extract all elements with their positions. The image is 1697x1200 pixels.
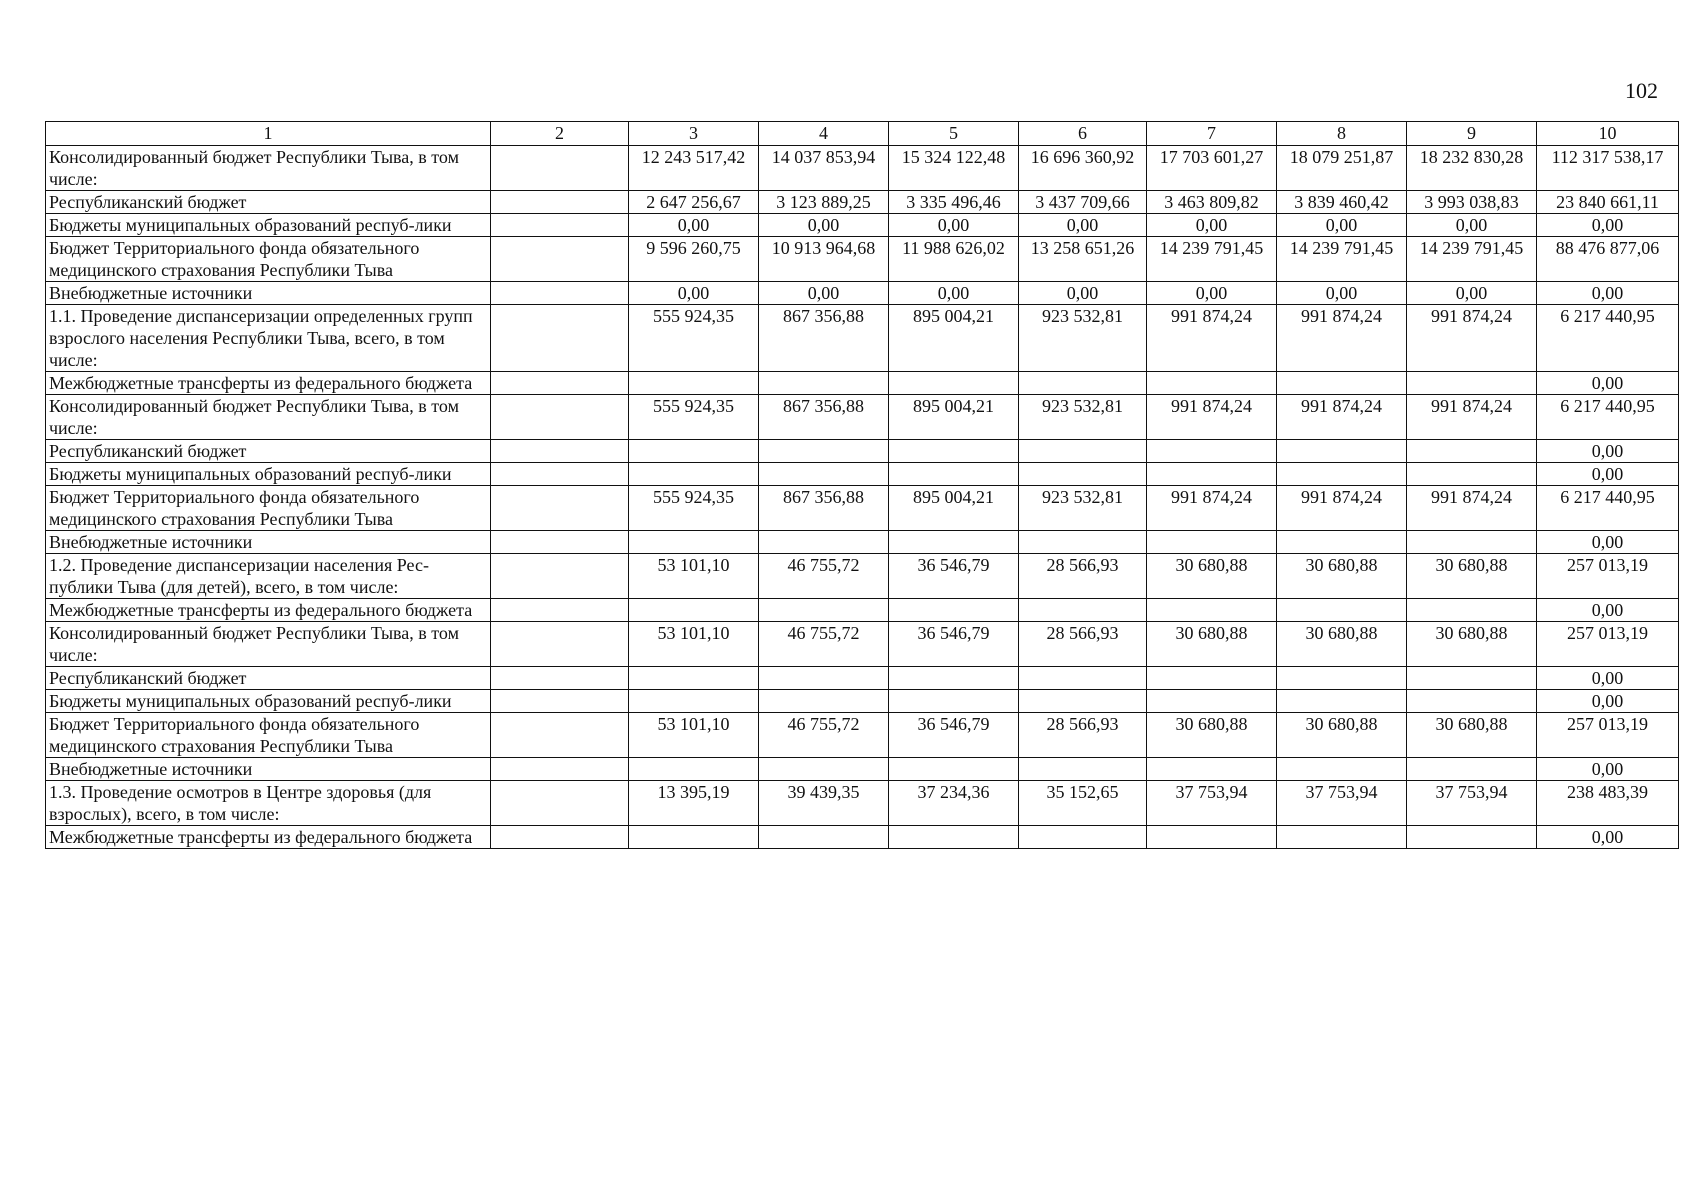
value-cell [629, 463, 759, 486]
value-cell [1407, 826, 1537, 849]
value-cell: 555 924,35 [629, 305, 759, 372]
code-cell [491, 486, 629, 531]
code-cell [491, 463, 629, 486]
value-cell [759, 826, 889, 849]
value-cell: 0,00 [1537, 214, 1679, 237]
value-cell: 13 395,19 [629, 781, 759, 826]
value-cell [759, 372, 889, 395]
code-cell [491, 690, 629, 713]
value-cell: 3 123 889,25 [759, 191, 889, 214]
value-cell: 991 874,24 [1277, 395, 1407, 440]
value-cell [1147, 826, 1277, 849]
row-label: Бюджет Территориального фонда обязательного медицинского страхования Республики Тыва [46, 237, 491, 282]
value-cell: 895 004,21 [889, 486, 1019, 531]
column-header: 4 [759, 122, 889, 146]
value-cell: 17 703 601,27 [1147, 146, 1277, 191]
value-cell: 36 546,79 [889, 554, 1019, 599]
value-cell: 6 217 440,95 [1537, 395, 1679, 440]
value-cell: 2 647 256,67 [629, 191, 759, 214]
value-cell: 3 993 038,83 [1407, 191, 1537, 214]
table-row [46, 758, 1679, 781]
value-cell: 37 753,94 [1277, 781, 1407, 826]
value-cell: 991 874,24 [1147, 486, 1277, 531]
table-row [46, 440, 1679, 463]
code-cell [491, 622, 629, 667]
value-cell: 991 874,24 [1277, 305, 1407, 372]
value-cell [1019, 440, 1147, 463]
value-cell [1019, 372, 1147, 395]
table-row [46, 146, 1679, 191]
value-cell: 895 004,21 [889, 305, 1019, 372]
table-row [46, 237, 1679, 282]
value-cell: 0,00 [889, 282, 1019, 305]
value-cell [1147, 599, 1277, 622]
value-cell: 991 874,24 [1407, 305, 1537, 372]
value-cell: 3 437 709,66 [1019, 191, 1147, 214]
value-cell [1019, 758, 1147, 781]
value-cell: 3 335 496,46 [889, 191, 1019, 214]
table-row [46, 305, 1679, 372]
value-cell [1277, 440, 1407, 463]
code-cell [491, 372, 629, 395]
value-cell: 23 840 661,11 [1537, 191, 1679, 214]
value-cell [1147, 667, 1277, 690]
row-label: Бюджеты муниципальных образований респуб-лики [46, 463, 491, 486]
row-label: Внебюджетные источники [46, 758, 491, 781]
table-row [46, 372, 1679, 395]
table-row [46, 191, 1679, 214]
value-cell: 867 356,88 [759, 305, 889, 372]
value-cell: 13 258 651,26 [1019, 237, 1147, 282]
value-cell: 0,00 [1537, 440, 1679, 463]
value-cell: 257 013,19 [1537, 713, 1679, 758]
row-label: Внебюджетные источники [46, 282, 491, 305]
table-row [46, 713, 1679, 758]
value-cell: 895 004,21 [889, 395, 1019, 440]
value-cell: 14 239 791,45 [1147, 237, 1277, 282]
value-cell: 923 532,81 [1019, 486, 1147, 531]
value-cell [629, 440, 759, 463]
code-cell [491, 146, 629, 191]
value-cell: 0,00 [1537, 826, 1679, 849]
code-cell [491, 826, 629, 849]
value-cell: 0,00 [889, 214, 1019, 237]
table-row [46, 554, 1679, 599]
code-cell [491, 713, 629, 758]
code-cell [491, 305, 629, 372]
value-cell: 0,00 [759, 282, 889, 305]
value-cell: 867 356,88 [759, 395, 889, 440]
value-cell: 30 680,88 [1407, 713, 1537, 758]
value-cell [1147, 531, 1277, 554]
value-cell: 39 439,35 [759, 781, 889, 826]
value-cell [889, 667, 1019, 690]
value-cell: 53 101,10 [629, 713, 759, 758]
value-cell: 37 753,94 [1407, 781, 1537, 826]
value-cell: 46 755,72 [759, 554, 889, 599]
value-cell: 46 755,72 [759, 713, 889, 758]
value-cell [759, 758, 889, 781]
value-cell [629, 372, 759, 395]
value-cell [889, 531, 1019, 554]
value-cell: 18 079 251,87 [1277, 146, 1407, 191]
value-cell [1407, 667, 1537, 690]
code-cell [491, 440, 629, 463]
value-cell [1019, 667, 1147, 690]
value-cell: 6 217 440,95 [1537, 486, 1679, 531]
value-cell: 30 680,88 [1147, 622, 1277, 667]
table-row [46, 531, 1679, 554]
value-cell: 53 101,10 [629, 622, 759, 667]
value-cell [1407, 758, 1537, 781]
row-label: Межбюджетные трансферты из федерального бюджета [46, 826, 491, 849]
column-header: 3 [629, 122, 759, 146]
page-number: 102 [1625, 78, 1658, 103]
value-cell: 0,00 [1019, 214, 1147, 237]
column-header: 6 [1019, 122, 1147, 146]
row-label: Консолидированный бюджет Республики Тыва, в том числе: [46, 622, 491, 667]
header-row [46, 122, 1679, 146]
value-cell: 0,00 [1407, 214, 1537, 237]
value-cell [1019, 826, 1147, 849]
value-cell: 14 239 791,45 [1277, 237, 1407, 282]
table-row [46, 463, 1679, 486]
row-label: Консолидированный бюджет Республики Тыва, в том числе: [46, 395, 491, 440]
value-cell [1407, 599, 1537, 622]
value-cell: 10 913 964,68 [759, 237, 889, 282]
value-cell: 0,00 [1537, 667, 1679, 690]
value-cell [889, 372, 1019, 395]
value-cell: 0,00 [1147, 214, 1277, 237]
column-header: 1 [46, 122, 491, 146]
value-cell [1277, 690, 1407, 713]
value-cell: 0,00 [1147, 282, 1277, 305]
value-cell [1407, 463, 1537, 486]
table-body [46, 122, 1679, 849]
value-cell [1277, 463, 1407, 486]
value-cell: 14 239 791,45 [1407, 237, 1537, 282]
value-cell: 15 324 122,48 [889, 146, 1019, 191]
value-cell [889, 463, 1019, 486]
table-row [46, 599, 1679, 622]
value-cell [629, 531, 759, 554]
value-cell: 14 037 853,94 [759, 146, 889, 191]
value-cell: 30 680,88 [1277, 622, 1407, 667]
table-row [46, 826, 1679, 849]
row-label: 1.3. Проведение осмотров в Центре здоровья (для взрослых), всего, в том числе: [46, 781, 491, 826]
value-cell [1277, 599, 1407, 622]
value-cell: 30 680,88 [1277, 554, 1407, 599]
value-cell: 0,00 [1537, 758, 1679, 781]
row-label: Межбюджетные трансферты из федерального бюджета [46, 599, 491, 622]
row-label: 1.2. Проведение диспансеризации населения Рес-публики Тыва (для детей), всего, в том числе: [46, 554, 491, 599]
row-label: Межбюджетные трансферты из федерального бюджета [46, 372, 491, 395]
value-cell [1277, 667, 1407, 690]
value-cell [1407, 531, 1537, 554]
value-cell: 6 217 440,95 [1537, 305, 1679, 372]
value-cell: 0,00 [1537, 372, 1679, 395]
table-row [46, 667, 1679, 690]
value-cell [1277, 531, 1407, 554]
value-cell [1277, 372, 1407, 395]
column-header: 2 [491, 122, 629, 146]
value-cell: 0,00 [1537, 531, 1679, 554]
value-cell: 238 483,39 [1537, 781, 1679, 826]
value-cell [1277, 758, 1407, 781]
value-cell: 9 596 260,75 [629, 237, 759, 282]
code-cell [491, 214, 629, 237]
value-cell [629, 599, 759, 622]
row-label: Консолидированный бюджет Республики Тыва, в том числе: [46, 146, 491, 191]
column-header: 8 [1277, 122, 1407, 146]
value-cell: 88 476 877,06 [1537, 237, 1679, 282]
value-cell: 923 532,81 [1019, 395, 1147, 440]
value-cell: 257 013,19 [1537, 554, 1679, 599]
code-cell [491, 599, 629, 622]
value-cell: 53 101,10 [629, 554, 759, 599]
value-cell: 30 680,88 [1407, 554, 1537, 599]
value-cell [629, 758, 759, 781]
table-row [46, 486, 1679, 531]
value-cell [1407, 690, 1537, 713]
value-cell: 112 317 538,17 [1537, 146, 1679, 191]
value-cell: 0,00 [1537, 599, 1679, 622]
row-label: Республиканский бюджет [46, 667, 491, 690]
value-cell: 37 753,94 [1147, 781, 1277, 826]
budget-table [45, 121, 1679, 849]
value-cell: 16 696 360,92 [1019, 146, 1147, 191]
value-cell: 257 013,19 [1537, 622, 1679, 667]
value-cell: 18 232 830,28 [1407, 146, 1537, 191]
column-header: 10 [1537, 122, 1679, 146]
value-cell [889, 440, 1019, 463]
value-cell [1407, 372, 1537, 395]
value-cell [1019, 463, 1147, 486]
value-cell [1147, 440, 1277, 463]
value-cell: 991 874,24 [1147, 395, 1277, 440]
column-header: 5 [889, 122, 1019, 146]
value-cell: 0,00 [1277, 214, 1407, 237]
value-cell: 991 874,24 [1147, 305, 1277, 372]
value-cell: 3 463 809,82 [1147, 191, 1277, 214]
value-cell [759, 463, 889, 486]
value-cell [1277, 826, 1407, 849]
value-cell [889, 826, 1019, 849]
value-cell [759, 667, 889, 690]
value-cell [889, 758, 1019, 781]
value-cell: 867 356,88 [759, 486, 889, 531]
row-label: Бюджет Территориального фонда обязательного медицинского страхования Республики Тыва [46, 486, 491, 531]
value-cell: 923 532,81 [1019, 305, 1147, 372]
value-cell: 991 874,24 [1407, 395, 1537, 440]
value-cell: 28 566,93 [1019, 554, 1147, 599]
value-cell: 30 680,88 [1407, 622, 1537, 667]
value-cell [629, 826, 759, 849]
value-cell: 0,00 [629, 282, 759, 305]
value-cell [889, 690, 1019, 713]
value-cell: 555 924,35 [629, 395, 759, 440]
code-cell [491, 282, 629, 305]
table-row [46, 214, 1679, 237]
value-cell: 0,00 [1537, 463, 1679, 486]
value-cell: 30 680,88 [1277, 713, 1407, 758]
code-cell [491, 531, 629, 554]
value-cell: 35 152,65 [1019, 781, 1147, 826]
column-header: 9 [1407, 122, 1537, 146]
value-cell: 3 839 460,42 [1277, 191, 1407, 214]
value-cell: 28 566,93 [1019, 622, 1147, 667]
value-cell: 555 924,35 [629, 486, 759, 531]
code-cell [491, 554, 629, 599]
row-label: Бюджеты муниципальных образований респуб-лики [46, 690, 491, 713]
table-row [46, 622, 1679, 667]
value-cell: 36 546,79 [889, 622, 1019, 667]
value-cell: 30 680,88 [1147, 554, 1277, 599]
value-cell: 0,00 [1537, 282, 1679, 305]
value-cell: 46 755,72 [759, 622, 889, 667]
row-label: Республиканский бюджет [46, 440, 491, 463]
code-cell [491, 237, 629, 282]
table-row [46, 690, 1679, 713]
code-cell [491, 667, 629, 690]
value-cell: 0,00 [629, 214, 759, 237]
table-row [46, 395, 1679, 440]
value-cell: 991 874,24 [1277, 486, 1407, 531]
value-cell [1147, 463, 1277, 486]
value-cell: 0,00 [1537, 690, 1679, 713]
value-cell: 12 243 517,42 [629, 146, 759, 191]
row-label: Бюджет Территориального фонда обязательного медицинского страхования Республики Тыва [46, 713, 491, 758]
value-cell [889, 599, 1019, 622]
value-cell [1147, 758, 1277, 781]
column-header: 7 [1147, 122, 1277, 146]
code-cell [491, 395, 629, 440]
value-cell: 0,00 [1019, 282, 1147, 305]
value-cell [1147, 372, 1277, 395]
code-cell [491, 781, 629, 826]
value-cell [1019, 531, 1147, 554]
value-cell: 0,00 [1407, 282, 1537, 305]
row-label: Внебюджетные источники [46, 531, 491, 554]
row-label: Республиканский бюджет [46, 191, 491, 214]
value-cell [759, 599, 889, 622]
value-cell [629, 690, 759, 713]
row-label: 1.1. Проведение диспансеризации определенных групп взрослого населения Республики Тыва, всего, в том числе: [46, 305, 491, 372]
table-row [46, 781, 1679, 826]
value-cell: 11 988 626,02 [889, 237, 1019, 282]
value-cell: 36 546,79 [889, 713, 1019, 758]
value-cell: 0,00 [759, 214, 889, 237]
value-cell: 37 234,36 [889, 781, 1019, 826]
value-cell: 0,00 [1277, 282, 1407, 305]
value-cell: 30 680,88 [1147, 713, 1277, 758]
value-cell: 991 874,24 [1407, 486, 1537, 531]
value-cell [1407, 440, 1537, 463]
value-cell [1019, 690, 1147, 713]
code-cell [491, 758, 629, 781]
code-cell [491, 191, 629, 214]
value-cell [629, 667, 759, 690]
value-cell [1019, 599, 1147, 622]
row-label: Бюджеты муниципальных образований респуб-лики [46, 214, 491, 237]
value-cell [1147, 690, 1277, 713]
value-cell [759, 531, 889, 554]
value-cell [759, 440, 889, 463]
value-cell [759, 690, 889, 713]
table-row [46, 282, 1679, 305]
value-cell: 28 566,93 [1019, 713, 1147, 758]
